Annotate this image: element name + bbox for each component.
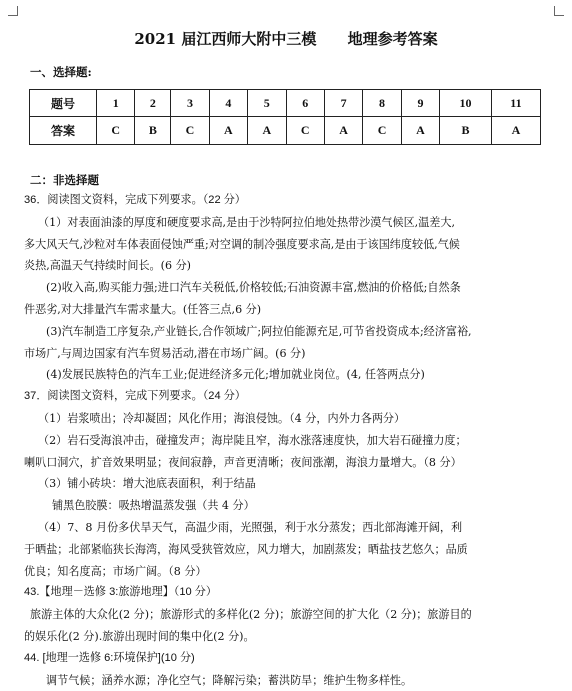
answer-cell: A <box>209 117 247 145</box>
question-number: 11 <box>491 90 540 117</box>
answer-line: 铺黑色胶膜：吸热增温蒸发强（共 4 分） <box>52 499 255 513</box>
answer-line: （1）岩浆喷出；冷却凝固；风化作用；海浪侵蚀。（4 分，内外力各两分） <box>38 411 406 425</box>
answer-line: (2)收入高,购买能力强;进口汽车关税低,价格较低;石油资源丰富,燃油的价格低;自然条 <box>46 281 461 295</box>
question-number: 5 <box>248 90 286 117</box>
question-44-heading: 44. [地理一选修 6:环境保护](10 分) <box>24 651 195 664</box>
answer-line: 件恶劣,对大排量汽车需求量大。(任答三点,6 分) <box>24 302 262 316</box>
answer-line: 的娱乐化(2 分).旅游出现时间的集中化(2 分)。 <box>24 629 255 643</box>
table-answer-label: 答案 <box>30 117 97 145</box>
answer-line: 喇叭口洞穴，扩音效果明显；夜间寂静，声音更清晰；夜间涨潮，海浪力量增大。（8 分） <box>24 455 462 469</box>
question-number: 10 <box>440 90 492 117</box>
answer-table-answer-row <box>30 117 541 145</box>
question-number: 7 <box>324 90 362 117</box>
answer-line: （3）铺小砖块：增大池底表面积，利于结晶 <box>38 477 256 491</box>
answer-line: 调节气候；涵养水源；净化空气；降解污染；蓄洪防旱；维护生物多样性。 <box>46 673 413 687</box>
answer-cell: A <box>248 117 286 145</box>
answer-line: （1）对表面油漆的厚度和硬度要求高,是由于沙特阿拉伯地处热带沙漠气候区,温差大, <box>38 215 456 229</box>
answer-line: （4）7、8 月份多伏旱天气，高温少雨，光照强，利于水分蒸发；西北部海滩开阔，利 <box>38 520 463 534</box>
answer-cell: C <box>363 117 401 145</box>
question-number: 1 <box>97 90 135 117</box>
question-number: 4 <box>209 90 247 117</box>
page-title: 2021 届江西师大附中三模 地理参考答案 <box>134 30 438 48</box>
crop-mark-right <box>554 6 564 16</box>
answer-line: (3)汽车制造工序复杂,产业链长,合作领域广;阿拉伯能源充足,可节省投资成本;经济富裕, <box>46 324 472 338</box>
answer-line: 旅游主体的大众化(2 分)；旅游形式的多样化(2 分)；旅游空间的扩大化（2 分)；旅游目的 <box>30 608 472 622</box>
answer-line: 炎热,高温天气持续时间长。(6 分) <box>24 259 191 273</box>
section-heading-choice: 一、选择题: <box>30 65 92 79</box>
question-43-heading: 43.【地理－选修 3:旅游地理】（10 分） <box>24 586 217 599</box>
question-number: 6 <box>286 90 324 117</box>
question-number: 8 <box>363 90 401 117</box>
answer-cell: A <box>401 117 439 145</box>
question-number: 2 <box>135 90 171 117</box>
answer-line: 多大风天气,沙粒对车体表面侵蚀严重;对空调的制冷强度要求高,是由于该国纬度较低,气候 <box>24 237 460 251</box>
answer-line: 于晒盐；北部紧临狭长海湾，海风受狭管效应，风力增大，加剧蒸发；晒盐技艺悠久；品质 <box>24 542 468 556</box>
answer-cell: A <box>491 117 540 145</box>
answer-table <box>29 89 541 145</box>
answer-line: 市场广,与周边国家有汽车贸易活动,潜在市场广阔。(6 分) <box>24 346 306 360</box>
answer-cell: A <box>324 117 362 145</box>
answer-body <box>24 190 546 691</box>
answer-cell: B <box>135 117 171 145</box>
answer-cell: C <box>171 117 209 145</box>
table-header-label: 题号 <box>30 90 97 117</box>
answer-cell: C <box>97 117 135 145</box>
crop-mark-left <box>8 6 18 16</box>
question-number: 9 <box>401 90 439 117</box>
section-heading-nonchoice: 二：非选择题 <box>30 173 99 187</box>
answer-line: （2）岩石受海浪冲击，碰撞发声；海岸陡且窄，海水涨落速度快，加大岩石碰撞力度； <box>38 433 467 447</box>
answer-cell: C <box>286 117 324 145</box>
question-37-heading: 37．阅读图文资料，完成下列要求。（24 分） <box>24 390 246 403</box>
answer-table-header-row <box>30 90 541 117</box>
answer-line: 优良；知名度高；市场广阔。（8 分） <box>24 564 207 578</box>
answer-line: (4)发展民族特色的汽车工业;促进经济多元化;增加就业岗位。(4, 任答两点分) <box>46 368 425 382</box>
answer-cell: B <box>440 117 492 145</box>
question-36-heading: 36．阅读图文资料，完成下列要求。（22 分） <box>24 194 246 206</box>
question-number: 3 <box>171 90 209 117</box>
